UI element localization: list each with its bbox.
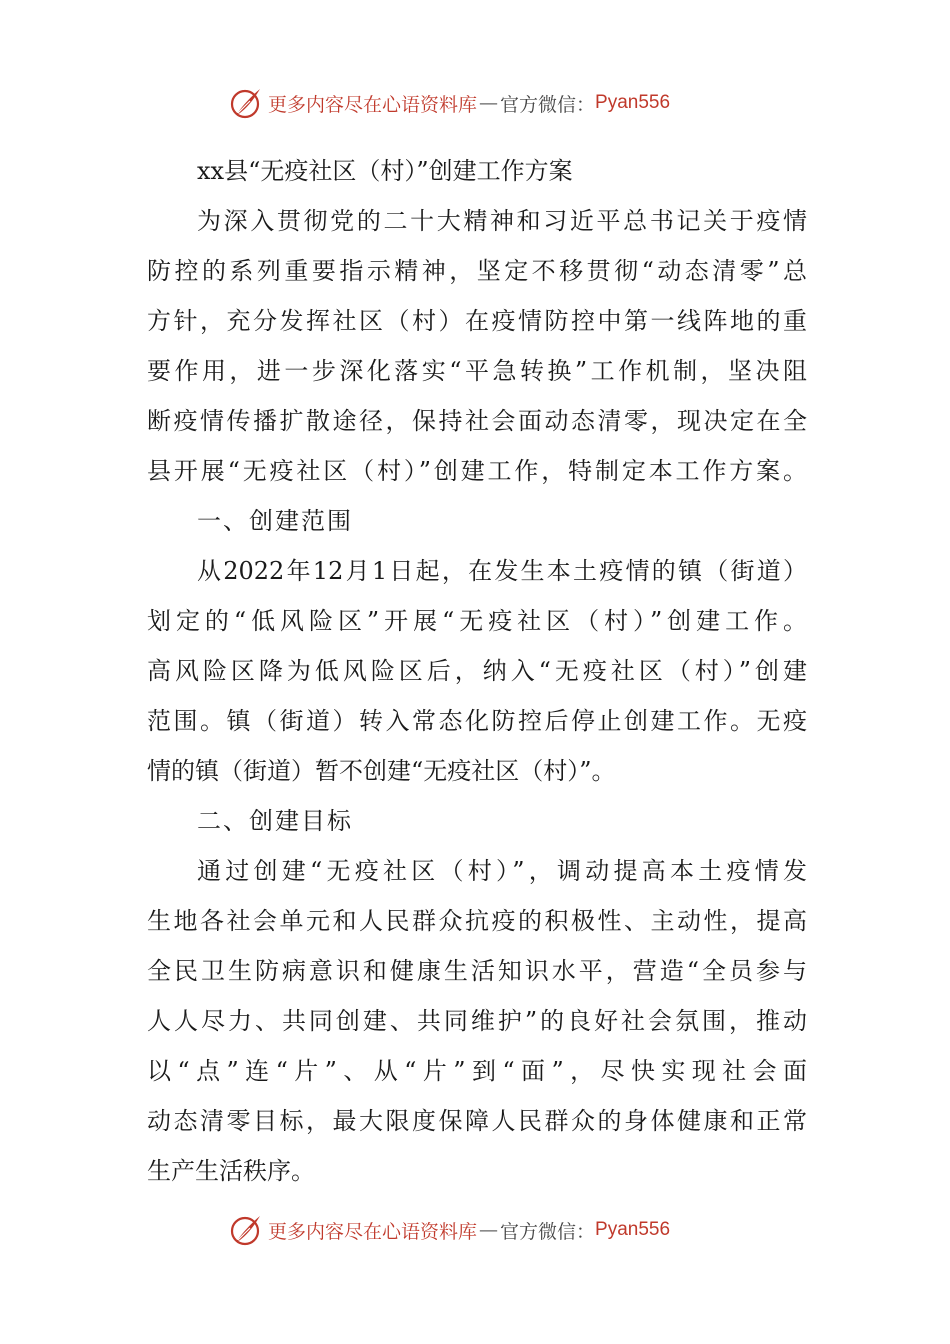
text-line: 全民卫生防病意识和健康生活知识水平，营造“全员参与 [147, 957, 807, 985]
footer-watermark-banner [228, 1210, 788, 1250]
text-line: 情的镇（街道）暂不创建“无疫社区（村）”。 [147, 757, 616, 785]
text-line: 为深入贯彻党的二十大精神和习近平总书记关于疫情 [197, 207, 807, 235]
text-line: 通过创建“无疫社区（村）”，调动提高本土疫情发 [197, 857, 807, 885]
banner-label: 官方微信： [500, 1220, 596, 1243]
text-line: 从2022年12月1日起，在发生本土疫情的镇（街道） [197, 557, 807, 585]
banner-brand: 更多内容尽在心语资料库 [268, 1220, 478, 1243]
document-title: xx县“无疫社区（村）”创建工作方案 [197, 157, 573, 185]
text-line: 生地各社会单元和人民群众抗疫的积极性、主动性，提高 [147, 907, 807, 935]
text-line: 范围。镇（街道）转入常态化防控后停止创建工作。无疫 [147, 707, 807, 735]
text-line: 要作用，进一步深化落实“平急转换”工作机制，坚决阻 [147, 357, 807, 385]
section-heading-goals: 二、创建目标 [197, 807, 353, 835]
text-line: 防控的系列重要指示精神，坚定不移贯彻“动态清零”总 [147, 257, 807, 285]
banner-brand: 更多内容尽在心语资料库 [268, 93, 478, 116]
text-line: 动态清零目标，最大限度保障人民群众的身体健康和正常 [147, 1107, 807, 1135]
text-line: 县开展“无疫社区（村）”创建工作，特制定本工作方案。 [147, 457, 807, 485]
text-line: 方针，充分发挥社区（村）在疫情防控中第一线阵地的重 [147, 307, 807, 335]
document-body [147, 146, 807, 1196]
text-line: 高风险区降为低风险区后，纳入“无疫社区（村）”创建 [147, 657, 807, 685]
text-line: 人人尽力、共同创建、共同维护”的良好社会氛围，推动 [147, 1007, 807, 1035]
banner-wechat-id: Pyan556 [595, 92, 671, 113]
section-heading-scope: 一、创建范围 [197, 507, 353, 535]
text-line: 划定的“低风险区”开展“无疫社区（村）”创建工作。 [147, 607, 807, 635]
banner-separator: — [479, 1219, 499, 1241]
banner-label: 官方微信： [500, 93, 596, 116]
quill-logo-icon [228, 1212, 264, 1248]
intro-paragraph [147, 196, 807, 496]
scope-paragraph [147, 546, 807, 796]
quill-logo-icon [228, 85, 264, 121]
text-line: 断疫情传播扩散途径，保持社会面动态清零，现决定在全 [147, 407, 807, 435]
banner-wechat-id: Pyan556 [595, 1219, 671, 1240]
text-line: 生产生活秩序。 [147, 1157, 315, 1185]
header-watermark-banner [228, 83, 788, 123]
banner-separator: — [479, 92, 499, 114]
text-line: 以“点”连“片”、从“片”到“面”，尽快实现社会面 [147, 1057, 807, 1085]
goals-paragraph [147, 846, 807, 1196]
